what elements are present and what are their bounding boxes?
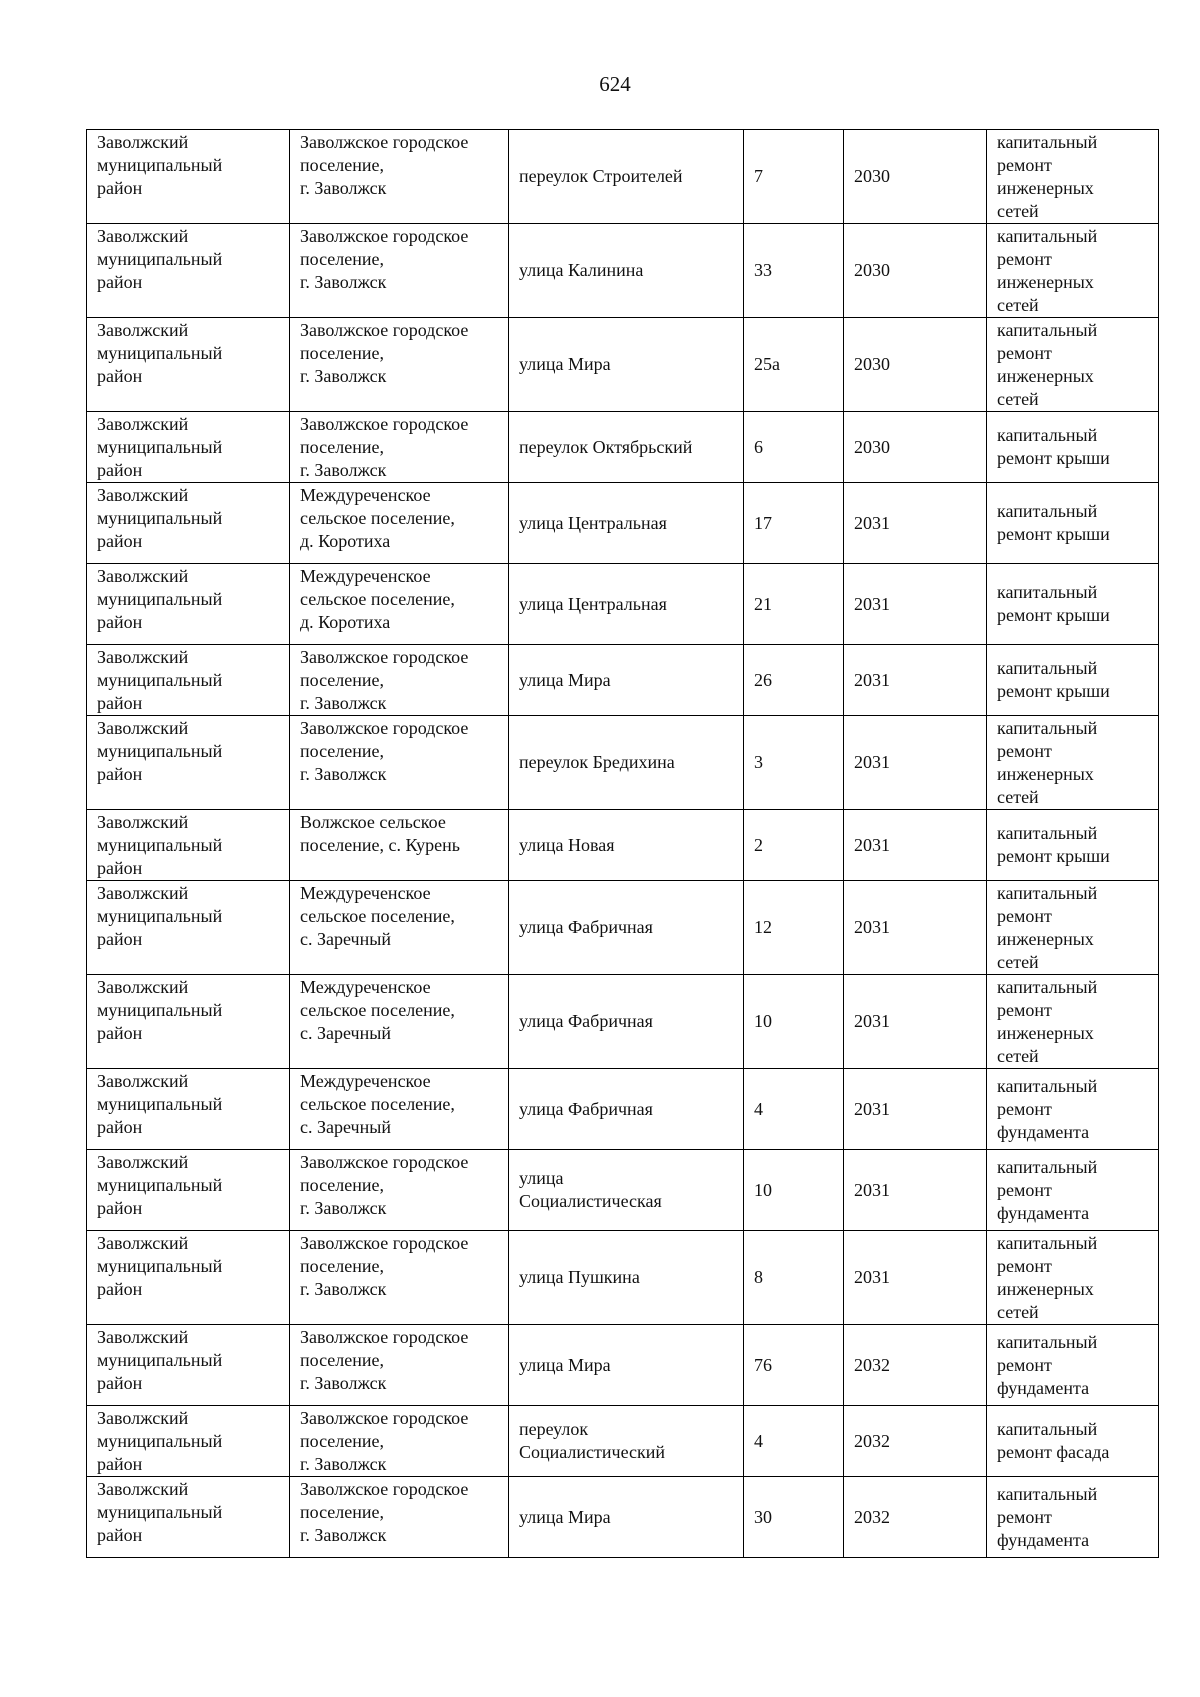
house-number-cell-text: 10 bbox=[754, 1179, 772, 1200]
settlement-cell bbox=[290, 716, 509, 810]
work-type-cell-text: капитальный ремонт инженерных сетей bbox=[997, 717, 1098, 807]
year-cell bbox=[844, 1477, 987, 1558]
year-cell bbox=[844, 564, 987, 645]
work-type-cell bbox=[987, 810, 1159, 881]
street-cell bbox=[509, 1231, 744, 1325]
work-type-cell-text: капитальный ремонт фундамента bbox=[997, 1483, 1098, 1550]
year-cell-text: 2030 bbox=[854, 436, 890, 457]
house-number-cell-text: 2 bbox=[754, 834, 763, 855]
year-cell-text: 2031 bbox=[854, 1267, 890, 1287]
table-row bbox=[87, 483, 1159, 564]
year-cell bbox=[844, 224, 987, 318]
district-cell-text: Заволжский муниципальный район bbox=[97, 812, 223, 878]
district-cell-text: Заволжский муниципальный район bbox=[97, 320, 223, 386]
settlement-cell-text: Волжское сельское поселение, с. Курень bbox=[300, 812, 460, 855]
work-type-cell bbox=[987, 224, 1159, 318]
year-cell bbox=[844, 975, 987, 1069]
table-row bbox=[87, 130, 1159, 224]
district-cell-text: Заволжский муниципальный район bbox=[97, 1071, 223, 1137]
year-cell bbox=[844, 1150, 987, 1231]
district-cell-text: Заволжский муниципальный район bbox=[97, 414, 223, 480]
street-cell bbox=[509, 1325, 744, 1406]
settlement-cell-text: Заволжское городское поселение, г. Заволжск bbox=[300, 414, 469, 480]
district-cell bbox=[87, 881, 290, 975]
district-cell-text: Заволжский муниципальный район bbox=[97, 226, 223, 292]
year-cell bbox=[844, 1325, 987, 1406]
year-cell-text: 2031 bbox=[854, 669, 890, 690]
district-cell bbox=[87, 412, 290, 483]
house-number-cell-text: 3 bbox=[754, 752, 763, 772]
street-cell-text: улица Центральная bbox=[519, 593, 667, 614]
house-number-cell-text: 12 bbox=[754, 917, 772, 937]
district-cell-text: Заволжский муниципальный район bbox=[97, 1408, 223, 1474]
street-cell-text: переулок Социалистический bbox=[519, 1419, 666, 1462]
settlement-cell bbox=[290, 412, 509, 483]
work-type-cell bbox=[987, 483, 1159, 564]
street-cell-text: переулок Бредихина bbox=[519, 752, 675, 772]
year-cell-text: 2030 bbox=[854, 354, 890, 374]
year-cell bbox=[844, 1406, 987, 1477]
house-number-cell bbox=[744, 1406, 844, 1477]
house-number-cell-text: 4 bbox=[754, 1430, 763, 1451]
work-type-cell-text: капитальный ремонт инженерных сетей bbox=[997, 1232, 1098, 1322]
settlement-cell bbox=[290, 1477, 509, 1558]
district-cell bbox=[87, 1069, 290, 1150]
district-cell bbox=[87, 1406, 290, 1477]
work-type-cell-text: капитальный ремонт крыши bbox=[997, 658, 1110, 701]
work-type-cell-text: капитальный ремонт фундамента bbox=[997, 1156, 1098, 1223]
settlement-cell bbox=[290, 1231, 509, 1325]
settlement-cell-text: Заволжское городское поселение, г. Заволжск bbox=[300, 320, 469, 386]
house-number-cell bbox=[744, 130, 844, 224]
district-cell-text: Заволжский муниципальный район bbox=[97, 1233, 223, 1299]
house-number-cell bbox=[744, 564, 844, 645]
street-cell bbox=[509, 483, 744, 564]
district-cell-text: Заволжский муниципальный район bbox=[97, 647, 223, 713]
work-type-cell bbox=[987, 645, 1159, 716]
work-type-cell bbox=[987, 1325, 1159, 1406]
table-row bbox=[87, 1406, 1159, 1477]
year-cell bbox=[844, 810, 987, 881]
settlement-cell-text: Заволжское городское поселение, г. Заволжск bbox=[300, 226, 469, 292]
work-type-cell bbox=[987, 1069, 1159, 1150]
settlement-cell-text: Междуреченское сельское поселение, с. Заречный bbox=[300, 1071, 455, 1137]
district-cell bbox=[87, 716, 290, 810]
work-type-cell-text: капитальный ремонт крыши bbox=[997, 582, 1110, 625]
work-type-cell-text: капитальный ремонт инженерных сетей bbox=[997, 131, 1098, 221]
house-number-cell bbox=[744, 1325, 844, 1406]
settlement-cell bbox=[290, 1406, 509, 1477]
year-cell bbox=[844, 130, 987, 224]
district-cell-text: Заволжский муниципальный район bbox=[97, 883, 223, 949]
house-number-cell bbox=[744, 224, 844, 318]
year-cell-text: 2031 bbox=[854, 512, 890, 533]
street-cell-text: улица Социалистическая bbox=[519, 1168, 662, 1211]
settlement-cell bbox=[290, 810, 509, 881]
house-number-cell bbox=[744, 645, 844, 716]
settlement-cell-text: Заволжское городское поселение, г. Заволжск bbox=[300, 1327, 469, 1393]
district-cell-text: Заволжский муниципальный район bbox=[97, 977, 223, 1043]
settlement-cell-text: Междуреченское сельское поселение, с. Заречный bbox=[300, 883, 455, 949]
street-cell-text: переулок Октябрьский bbox=[519, 436, 693, 457]
street-cell-text: улица Фабричная bbox=[519, 1098, 653, 1119]
street-cell bbox=[509, 810, 744, 881]
street-cell bbox=[509, 975, 744, 1069]
year-cell-text: 2032 bbox=[854, 1354, 890, 1375]
street-cell bbox=[509, 318, 744, 412]
district-cell bbox=[87, 564, 290, 645]
street-cell bbox=[509, 412, 744, 483]
work-type-cell bbox=[987, 1231, 1159, 1325]
year-cell-text: 2031 bbox=[854, 752, 890, 772]
house-number-cell bbox=[744, 881, 844, 975]
district-cell bbox=[87, 130, 290, 224]
year-cell bbox=[844, 318, 987, 412]
work-type-cell-text: капитальный ремонт инженерных сетей bbox=[997, 976, 1098, 1066]
table-row bbox=[87, 564, 1159, 645]
street-cell bbox=[509, 1069, 744, 1150]
year-cell-text: 2031 bbox=[854, 593, 890, 614]
house-number-cell-text: 4 bbox=[754, 1098, 763, 1119]
work-type-cell bbox=[987, 318, 1159, 412]
street-cell-text: улица Мира bbox=[519, 1506, 611, 1527]
work-type-cell-text: капитальный ремонт инженерных сетей bbox=[997, 319, 1098, 409]
table-row bbox=[87, 975, 1159, 1069]
settlement-cell-text: Заволжское городское поселение, г. Заволжск bbox=[300, 647, 469, 713]
settlement-cell bbox=[290, 318, 509, 412]
street-cell bbox=[509, 645, 744, 716]
house-number-cell-text: 30 bbox=[754, 1506, 772, 1527]
street-cell-text: улица Центральная bbox=[519, 512, 667, 533]
street-cell-text: переулок Строителей bbox=[519, 166, 683, 186]
house-number-cell bbox=[744, 1150, 844, 1231]
district-cell-text: Заволжский муниципальный район bbox=[97, 1152, 223, 1218]
settlement-cell-text: Заволжское городское поселение, г. Заволжск bbox=[300, 718, 469, 784]
street-cell bbox=[509, 130, 744, 224]
work-type-cell bbox=[987, 1150, 1159, 1231]
house-number-cell bbox=[744, 318, 844, 412]
year-cell bbox=[844, 412, 987, 483]
settlement-cell bbox=[290, 483, 509, 564]
house-number-cell-text: 21 bbox=[754, 593, 772, 614]
work-type-cell bbox=[987, 975, 1159, 1069]
street-cell bbox=[509, 564, 744, 645]
street-cell-text: улица Фабричная bbox=[519, 1011, 653, 1031]
page-number: 624 bbox=[599, 72, 631, 96]
district-cell-text: Заволжский муниципальный район bbox=[97, 1327, 223, 1393]
settlement-cell bbox=[290, 881, 509, 975]
street-cell-text: улица Мира bbox=[519, 1354, 611, 1375]
table-row bbox=[87, 1150, 1159, 1231]
table-body bbox=[87, 130, 1159, 1558]
table-row bbox=[87, 810, 1159, 881]
house-number-cell-text: 10 bbox=[754, 1011, 772, 1031]
district-cell bbox=[87, 810, 290, 881]
street-cell bbox=[509, 1150, 744, 1231]
year-cell-text: 2030 bbox=[854, 166, 890, 186]
house-number-cell bbox=[744, 1231, 844, 1325]
work-type-cell-text: капитальный ремонт крыши bbox=[997, 823, 1110, 866]
housing-repair-table bbox=[86, 129, 1159, 1558]
district-cell-text: Заволжский муниципальный район bbox=[97, 1479, 223, 1545]
work-type-cell-text: капитальный ремонт инженерных сетей bbox=[997, 882, 1098, 972]
district-cell bbox=[87, 1231, 290, 1325]
table-row bbox=[87, 412, 1159, 483]
year-cell bbox=[844, 645, 987, 716]
settlement-cell bbox=[290, 224, 509, 318]
settlement-cell-text: Заволжское городское поселение, г. Заволжск bbox=[300, 132, 469, 198]
work-type-cell bbox=[987, 1406, 1159, 1477]
table-row bbox=[87, 716, 1159, 810]
house-number-cell bbox=[744, 483, 844, 564]
year-cell bbox=[844, 1069, 987, 1150]
house-number-cell bbox=[744, 810, 844, 881]
district-cell bbox=[87, 483, 290, 564]
house-number-cell bbox=[744, 1069, 844, 1150]
year-cell-text: 2031 bbox=[854, 917, 890, 937]
district-cell bbox=[87, 318, 290, 412]
year-cell bbox=[844, 483, 987, 564]
street-cell-text: улица Калинина bbox=[519, 260, 644, 280]
table-row bbox=[87, 1069, 1159, 1150]
house-number-cell bbox=[744, 412, 844, 483]
table-row bbox=[87, 645, 1159, 716]
year-cell bbox=[844, 1231, 987, 1325]
district-cell bbox=[87, 1477, 290, 1558]
table-row bbox=[87, 1231, 1159, 1325]
street-cell-text: улица Мира bbox=[519, 669, 611, 690]
table-row bbox=[87, 224, 1159, 318]
house-number-cell-text: 17 bbox=[754, 512, 772, 533]
settlement-cell-text: Заволжское городское поселение, г. Заволжск bbox=[300, 1479, 469, 1545]
house-number-cell-text: 76 bbox=[754, 1354, 772, 1375]
district-cell bbox=[87, 1150, 290, 1231]
year-cell-text: 2031 bbox=[854, 1098, 890, 1119]
year-cell-text: 2031 bbox=[854, 1179, 890, 1200]
house-number-cell-text: 7 bbox=[754, 166, 763, 186]
district-cell-text: Заволжский муниципальный район bbox=[97, 132, 223, 198]
settlement-cell-text: Заволжское городское поселение, г. Заволжск bbox=[300, 1233, 469, 1299]
settlement-cell-text: Междуреченское сельское поселение, с. Заречный bbox=[300, 977, 455, 1043]
district-cell bbox=[87, 975, 290, 1069]
work-type-cell-text: капитальный ремонт инженерных сетей bbox=[997, 225, 1098, 315]
house-number-cell bbox=[744, 1477, 844, 1558]
district-cell-text: Заволжский муниципальный район bbox=[97, 718, 223, 784]
settlement-cell bbox=[290, 1150, 509, 1231]
table-row bbox=[87, 1477, 1159, 1558]
street-cell-text: улица Мира bbox=[519, 354, 611, 374]
table-row bbox=[87, 318, 1159, 412]
district-cell bbox=[87, 1325, 290, 1406]
settlement-cell-text: Заволжское городское поселение, г. Заволжск bbox=[300, 1152, 469, 1218]
settlement-cell bbox=[290, 645, 509, 716]
district-cell-text: Заволжский муниципальный район bbox=[97, 485, 223, 551]
settlement-cell-text: Междуреченское сельское поселение, д. Коротиха bbox=[300, 566, 455, 632]
work-type-cell bbox=[987, 564, 1159, 645]
table-row bbox=[87, 881, 1159, 975]
year-cell bbox=[844, 716, 987, 810]
street-cell bbox=[509, 716, 744, 810]
settlement-cell-text: Междуреченское сельское поселение, д. Коротиха bbox=[300, 485, 455, 551]
house-number-cell bbox=[744, 716, 844, 810]
house-number-cell bbox=[744, 975, 844, 1069]
table-row bbox=[87, 1325, 1159, 1406]
work-type-cell-text: капитальный ремонт крыши bbox=[997, 425, 1110, 468]
settlement-cell bbox=[290, 1069, 509, 1150]
settlement-cell bbox=[290, 1325, 509, 1406]
work-type-cell-text: капитальный ремонт фундамента bbox=[997, 1075, 1098, 1142]
settlement-cell-text: Заволжское городское поселение, г. Заволжск bbox=[300, 1408, 469, 1474]
work-type-cell-text: капитальный ремонт крыши bbox=[997, 501, 1110, 544]
year-cell-text: 2031 bbox=[854, 1011, 890, 1031]
district-cell-text: Заволжский муниципальный район bbox=[97, 566, 223, 632]
street-cell bbox=[509, 1406, 744, 1477]
work-type-cell bbox=[987, 1477, 1159, 1558]
work-type-cell-text: капитальный ремонт фундамента bbox=[997, 1331, 1098, 1398]
house-number-cell-text: 6 bbox=[754, 436, 763, 457]
year-cell-text: 2032 bbox=[854, 1430, 890, 1451]
work-type-cell bbox=[987, 412, 1159, 483]
year-cell-text: 2032 bbox=[854, 1506, 890, 1527]
district-cell bbox=[87, 224, 290, 318]
house-number-cell-text: 26 bbox=[754, 669, 772, 690]
street-cell-text: улица Фабричная bbox=[519, 917, 653, 937]
street-cell bbox=[509, 224, 744, 318]
house-number-cell-text: 33 bbox=[754, 260, 772, 280]
settlement-cell bbox=[290, 564, 509, 645]
settlement-cell bbox=[290, 130, 509, 224]
street-cell-text: улица Пушкина bbox=[519, 1267, 640, 1287]
district-cell bbox=[87, 645, 290, 716]
street-cell bbox=[509, 1477, 744, 1558]
street-cell-text: улица Новая bbox=[519, 834, 615, 855]
year-cell bbox=[844, 881, 987, 975]
work-type-cell bbox=[987, 130, 1159, 224]
house-number-cell-text: 8 bbox=[754, 1267, 763, 1287]
year-cell-text: 2030 bbox=[854, 260, 890, 280]
work-type-cell-text: капитальный ремонт фасада bbox=[997, 1419, 1110, 1462]
work-type-cell bbox=[987, 881, 1159, 975]
house-number-cell-text: 25а bbox=[754, 354, 780, 374]
year-cell-text: 2031 bbox=[854, 834, 890, 855]
work-type-cell bbox=[987, 716, 1159, 810]
street-cell bbox=[509, 881, 744, 975]
settlement-cell bbox=[290, 975, 509, 1069]
